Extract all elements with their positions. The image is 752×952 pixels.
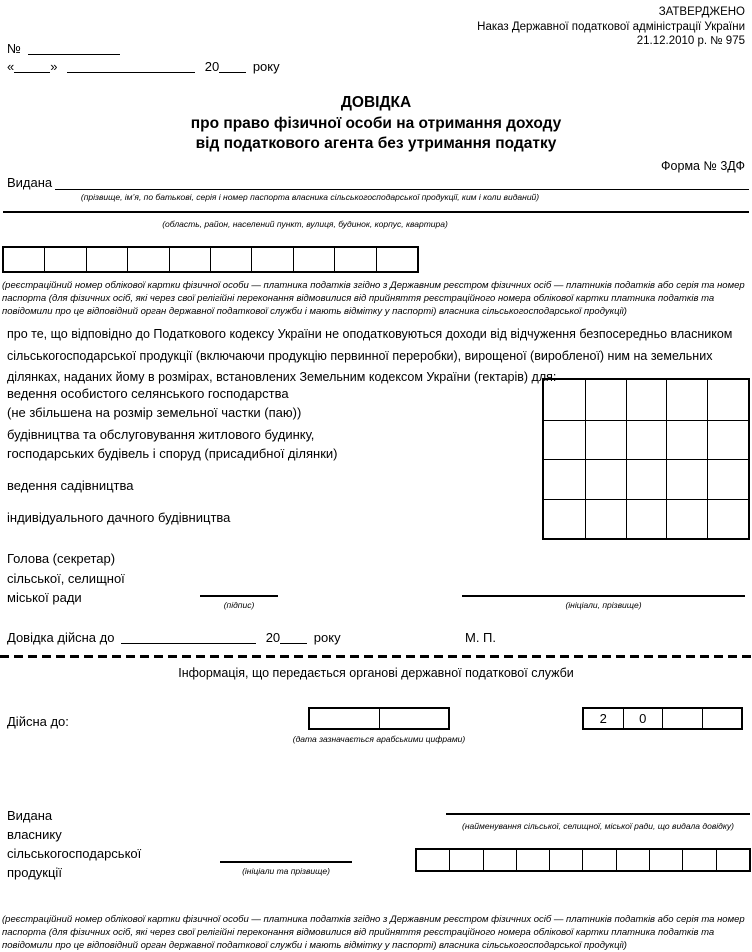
issued-to-owner-label: [7, 806, 141, 882]
title-line-1: ДОВІДКА: [340, 94, 412, 111]
owner-tax-number-cell[interactable]: [516, 850, 549, 870]
title-line-3: від податкового агента без утримання податку: [195, 135, 557, 152]
approval-line-order: Наказ Державної податкової адміністрації України: [477, 20, 745, 33]
issued-to-line: продукції: [7, 865, 62, 880]
council-name-caption: (найменування сільської, селищної, міської ради, що видала довідку): [462, 821, 734, 831]
hectares-cell[interactable]: [544, 459, 585, 499]
tax-number-cell[interactable]: [293, 248, 334, 271]
valid-to-label: Дійсна до:: [7, 714, 69, 729]
hectares-cell[interactable]: [707, 420, 748, 460]
validity-date-field[interactable]: [121, 632, 256, 644]
issued-label: Видана: [7, 175, 53, 190]
tax-number-cell[interactable]: [376, 248, 417, 271]
validity-year-word: року: [313, 630, 341, 645]
issued-to-line: власнику: [7, 827, 62, 842]
tax-number-caption: (реєстраційний номер облікової картки фізичної особи — платника податків згідно з Державним реєстром фізичних осіб — платників податків або серія та номер паспорта (для фізичних осіб, які через свої релігійні переконання відмовилися від прийняття реєстраційного номера облікової картки платника податків та повідомили про це відповідний орган державної податкової служби і мають відмітку у паспорті) власника сільськогосподарської продукції): [2, 280, 745, 317]
hectares-grid: [542, 378, 750, 540]
land-item-line: (не збільшена на розмір земельної частки (паю)): [7, 404, 302, 420]
form-code-label: Форма № 3ДФ: [661, 159, 745, 173]
hectares-cell[interactable]: [544, 499, 585, 539]
year-word-label: року: [252, 59, 280, 74]
century-label: 20: [204, 59, 220, 74]
tax-number-cell[interactable]: [169, 248, 210, 271]
month-field[interactable]: [67, 61, 195, 73]
tax-number-cell[interactable]: [127, 248, 168, 271]
owner-name-field[interactable]: [55, 177, 749, 190]
hectares-cell[interactable]: [585, 459, 626, 499]
council-head-line: Голова (секретар): [7, 551, 116, 566]
land-item-line: ведення садівництва: [7, 478, 134, 493]
quote-close: »: [50, 59, 58, 74]
quote-open: «: [7, 59, 15, 74]
owner-tax-number-cell[interactable]: [649, 850, 682, 870]
validity-label: Довідка дійсна до: [7, 630, 115, 645]
approval-line-approved: ЗАТВЕРДЖЕНО: [658, 6, 745, 18]
hectares-cell[interactable]: [666, 420, 707, 460]
owner-tax-number-cells: [415, 848, 751, 872]
council-head-label: [7, 549, 125, 608]
hectares-cell[interactable]: [707, 499, 748, 539]
date-row: [7, 59, 280, 74]
tax-number-cell[interactable]: [4, 248, 44, 271]
valid-to-year-cell[interactable]: [662, 709, 702, 728]
number-field[interactable]: [28, 43, 120, 55]
tax-number-cell[interactable]: [210, 248, 251, 271]
owner-initials-caption: (ініціали та прізвище): [242, 866, 330, 876]
number-sign-label: №: [7, 41, 21, 56]
owner-tax-number-cell[interactable]: [483, 850, 516, 870]
valid-to-date-cell[interactable]: [310, 709, 379, 728]
dashed-separator: [0, 655, 752, 658]
valid-to-date-cells: [308, 707, 450, 730]
title-line-2: про право фізичної особи на отримання доходу: [190, 114, 562, 132]
owner-tax-number-cell[interactable]: [549, 850, 582, 870]
owner-tax-number-cell[interactable]: [616, 850, 649, 870]
hectares-cell[interactable]: [585, 420, 626, 460]
stamp-place-label: М. П.: [465, 630, 497, 645]
owner-name-caption: (прізвище, ім’я, по батькові, серія і номер паспорта власника сільськогосподарської продукції, ким і коли виданий): [80, 192, 540, 202]
approval-block: [477, 5, 745, 49]
hectares-cell[interactable]: [585, 499, 626, 539]
document-number-block: [7, 41, 280, 77]
document-title: [0, 93, 752, 155]
footer-caption: (реєстраційний номер облікової картки фізичної особи — платника податків згідно з Державним реєстром фізичних осіб — платників податків або серія та номер паспорта (для фізичних осіб, які через свої релігійні переконання відмовилися від прийняття реєстраційного номера облікової картки платника податків та повідомили про це відповідний орган державної податкової служби і мають відмітку у паспорті) власника сільськогосподарської продукції): [2, 914, 745, 951]
valid-to-year-cells: [582, 707, 743, 730]
valid-to-date-cell[interactable]: [379, 709, 449, 728]
initials-surname-field[interactable]: [462, 595, 745, 610]
valid-to-year-cell[interactable]: 0: [623, 709, 663, 728]
issued-name-row: [7, 175, 749, 190]
signature-caption: (підпис): [223, 600, 255, 610]
signature-field[interactable]: [200, 595, 278, 610]
number-row: [7, 41, 280, 56]
council-head-line: сільської, селищної: [7, 570, 125, 586]
owner-tax-number-cell[interactable]: [449, 850, 482, 870]
hectares-cell[interactable]: [544, 380, 585, 420]
address-field[interactable]: [3, 211, 749, 213]
land-item-line: індивідуального дачного будівництва: [7, 510, 231, 525]
land-item-personal-farming: [7, 385, 537, 422]
owner-initials-field[interactable]: [220, 861, 352, 876]
tax-number-cell[interactable]: [86, 248, 127, 271]
hectares-cell[interactable]: [626, 499, 667, 539]
land-item-line: ведення особистого селянського господарства: [7, 386, 289, 401]
body-paragraph: про те, що відповідно до Податкового кодексу України не оподатковуються доходи від відчуження безпосередньо власником сільськогосподарської продукції (включаючи продукцію первинної переробки), вирощеної (виробленої) ним на земельних ділянках, наданих йому в розмірах, встановлених Земельним кодексом України (гектарів) для:: [7, 327, 733, 384]
issued-to-line: сільськогосподарської: [7, 846, 142, 861]
hectares-cell[interactable]: [626, 380, 667, 420]
hectares-cell[interactable]: [626, 420, 667, 460]
hectares-cell[interactable]: [544, 420, 585, 460]
hectares-cell[interactable]: [626, 459, 667, 499]
hectares-cell[interactable]: [666, 459, 707, 499]
land-item-line: будівництва та обслуговування житлового будинку,: [7, 427, 315, 442]
hectares-cell[interactable]: [707, 459, 748, 499]
issued-to-line: Видана: [7, 808, 53, 823]
land-item-gardening: [7, 477, 537, 496]
owner-tax-number-cell[interactable]: [682, 850, 715, 870]
council-name-field[interactable]: [446, 813, 750, 815]
info-section-heading: Інформація, що передається органові державної податкової служби: [178, 666, 574, 680]
valid-to-date-caption: (дата зазначається арабськими цифрами): [292, 734, 466, 744]
hectares-cell[interactable]: [585, 380, 626, 420]
hectares-cell[interactable]: [666, 499, 707, 539]
tax-number-cell[interactable]: [251, 248, 292, 271]
land-item-line: господарських будівель і споруд (присадибної ділянки): [7, 445, 338, 461]
hectares-cell[interactable]: [707, 380, 748, 420]
tax-number-cell[interactable]: [334, 248, 375, 271]
day-field[interactable]: [14, 61, 50, 73]
tax-number-cell[interactable]: [44, 248, 85, 271]
validity-year-field[interactable]: [280, 632, 307, 644]
validity-century-label: 20: [265, 630, 281, 645]
council-head-line: міської ради: [7, 590, 82, 605]
valid-to-year-cell[interactable]: 2: [599, 711, 607, 726]
validity-row: [7, 630, 341, 645]
approval-line-date-number: 21.12.2010 р. № 975: [636, 35, 745, 47]
tax-number-cells: [2, 246, 419, 273]
owner-tax-number-cell[interactable]: [582, 850, 615, 870]
land-item-dacha-construction: [7, 509, 537, 528]
valid-to-year-cell[interactable]: [702, 709, 742, 728]
owner-tax-number-cell[interactable]: [417, 850, 449, 870]
hectares-cell[interactable]: [666, 380, 707, 420]
land-item-housing-construction: [7, 426, 537, 463]
year-field[interactable]: [219, 61, 246, 73]
address-caption: (область, район, населений пункт, вулиця, будинок, корпус, квартира): [162, 219, 448, 229]
initials-surname-caption: (ініціали, прізвище): [565, 600, 642, 610]
owner-tax-number-cell[interactable]: [716, 850, 749, 870]
